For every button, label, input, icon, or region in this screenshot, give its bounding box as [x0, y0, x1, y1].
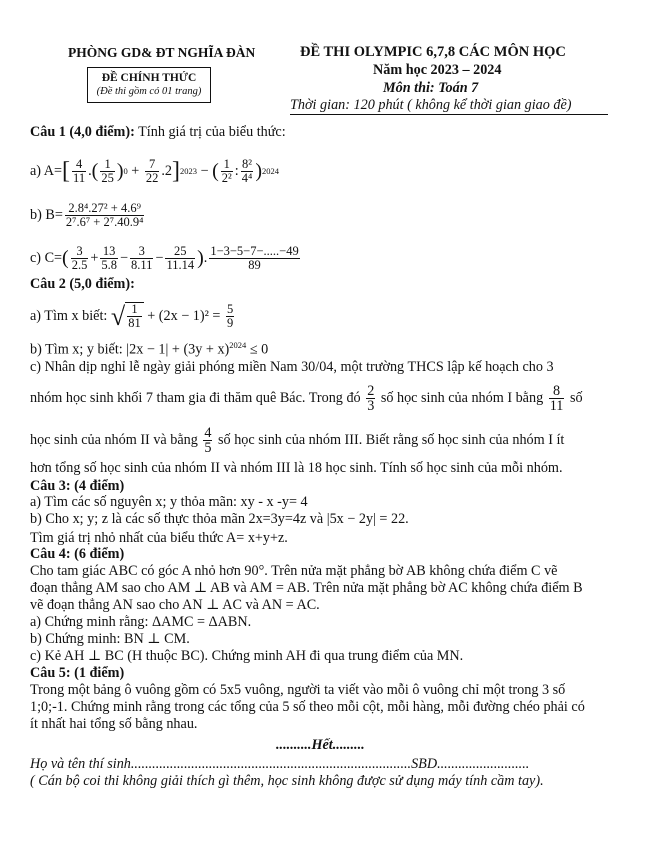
exam-title: ĐỀ THI OLYMPIC 6,7,8 CÁC MÔN HỌC: [300, 44, 566, 60]
question-2c-line2-c: số: [569, 389, 583, 406]
department-name: PHÒNG GD& ĐT NGHĨA ĐÀN: [68, 45, 256, 60]
question-5-title: Câu 5: (1 điểm): [30, 665, 125, 681]
question-2a-label: a) Tìm x biết:: [30, 307, 108, 324]
invigilator-note: ( Cán bộ coi thi không giải thích gì thêm, học sinh không được sử dụng máy tính cầm tay).: [30, 773, 544, 789]
question-1-title: Câu 1 (4,0 điểm):: [30, 124, 135, 140]
exam-time: Thời gian: 120 phút ( không kể thời gian giao đề): [290, 97, 608, 115]
question-1b-denominator: 2⁷.6⁷ + 2⁷.40.9⁴: [65, 214, 144, 229]
question-2b: b) Tìm x; y biết: $|2x - 1| + (3y + x)^{2024} \le 0$: [30, 340, 269, 358]
end-marker: ..........Hết.........: [276, 737, 365, 753]
school-year: Năm học 2023 – 2024: [373, 62, 502, 78]
question-5-line3: ít nhất hai tổng số bằng nhau.: [30, 716, 198, 732]
question-1b-numerator: 2.8⁴.27² + 4.6⁹: [65, 202, 145, 216]
question-1b: [30, 198, 146, 232]
question-2c-line4: hơn tổng số học sinh của nhóm II và nhóm III là 18 học sinh. Tính số học sinh của mỗi nhóm.: [30, 460, 563, 476]
question-3b-text: b) Cho x; y; z là các số thực thỏa mãn 2x=3y=4z và: [30, 511, 324, 527]
question-3b: [30, 511, 409, 528]
question-2c-line3-a: học sinh của nhóm II và bằng: [30, 431, 198, 448]
question-4c: c) Kẻ AH ⊥ BC (H thuộc BC). Chứng minh AH đi qua trung điểm của MN.: [30, 648, 464, 664]
question-2c-line2: nhóm học sinh khối 7 tham gia đi thăm quê Bác. Trong đó $\frac{2}{3}$ số học sinh của nhóm I bằng $\frac{8}{11}$ số: [30, 382, 583, 414]
question-4-line2: đoạn thẳng AM sao cho AM ⊥ AB và AM = AB. Trên nửa mặt phẳng bờ AC không chứa điểm B: [30, 580, 583, 596]
question-2c-line3: học sinh của nhóm II và bằng $\frac{4}{5}$ số học sinh của nhóm III. Biết rằng số học sinh của nhóm I ít: [30, 424, 565, 456]
question-2a: a) Tìm x biết: √ $\frac{1}{81}$ + (2x − 1)² = $\frac{5}{9}$: [30, 301, 234, 331]
question-4-line1: Cho tam giác ABC có góc A nhỏ hơn 90°. Trên nửa mặt phẳng bờ AB không chứa điểm C vẽ: [30, 563, 558, 579]
question-1c-label: c) C=: [30, 249, 63, 266]
question-3b-line2: Tìm giá trị nhỏ nhất của biểu thức A= x+y+z.: [30, 530, 288, 546]
question-3b-abs: |5x − 2y| = 22: [326, 511, 406, 527]
question-4a: a) Chứng minh rằng: ΔAMC = ΔABN.: [30, 614, 252, 630]
official-box: [87, 67, 211, 103]
question-2-title: Câu 2 (5,0 điểm):: [30, 276, 135, 292]
question-2b-label: b) Tìm x; y biết:: [30, 341, 123, 358]
question-1c: c) C= ( $\frac{3}{2.5}$ + $\frac{13}{5.8}$ − $\frac{3}{8.11}$ − $\frac{25}{11.14}$ ) . $\frac{1-3-5-7-.....-49}{89}$: [30, 243, 299, 272]
question-1-intro: Tính giá trị của biểu thức:: [138, 124, 286, 140]
question-2c-line2-a: nhóm học sinh khối 7 tham gia đi thăm quê Bác. Trong đó: [30, 389, 361, 406]
exam-subject: Môn thi: Toán 7: [383, 80, 479, 96]
question-2c-line2-b: số học sinh của nhóm I bằng: [380, 389, 544, 406]
candidate-info-line: Họ và tên thí sinh...............................................................................SBD..........................: [30, 756, 530, 772]
question-4-title: Câu 4: (6 điểm): [30, 546, 125, 562]
question-1-title-line: [30, 124, 286, 141]
question-4b: b) Chứng minh: BN ⊥ CM.: [30, 631, 190, 647]
question-4-line3: vẽ đoạn thẳng AN sao cho AN ⊥ AC và AN = AC.: [30, 597, 320, 613]
question-3b-end: .: [405, 511, 409, 527]
question-1c-tail-numerator: 1−3−5−7−.....−49: [210, 243, 299, 258]
question-1b-label: b) B=: [30, 206, 63, 223]
question-1a: a) A= [ $\frac{4}{11}$ . ( $\frac{1}{25}$ ) 0 + $\frac{7}{22}$ .2 ] 2023 − ( $\frac{1}{\text{2²}}$ : $\frac{\text{8²}}{\text{4⁴}}$ ) 2024: [30, 156, 279, 185]
question-2c-line3-b: số học sinh của nhóm III. Biết rằng số học sinh của nhóm I ít: [218, 431, 565, 448]
pages-note: (Đề thi gồm có 01 trang): [96, 86, 202, 97]
question-5-line2: 1;0;-1. Chứng minh rằng trong các tổng của 5 số theo mỗi cột, mỗi hàng, mỗi đường chéo phải có: [30, 699, 585, 715]
official-label: ĐỀ CHÍNH THỨC: [101, 72, 197, 84]
question-5-line1: Trong một bảng ô vuông gồm có 5x5 vuông, người ta viết vào mỗi ô vuông chỉ một trong 3 số: [30, 682, 566, 698]
question-2c-line1: c) Nhân dịp nghỉ lễ ngày giải phóng miền Nam 30/04, một trường THCS lập kế hoạch cho 3: [30, 359, 554, 375]
question-3a: a) Tìm các số nguyên x; y thỏa mãn: xy - x -y= 4: [30, 494, 308, 510]
question-1c-tail-denominator: 89: [248, 257, 261, 272]
question-3-title: Câu 3: (4 điểm): [30, 478, 125, 494]
question-1a-label: a) A=: [30, 162, 63, 179]
